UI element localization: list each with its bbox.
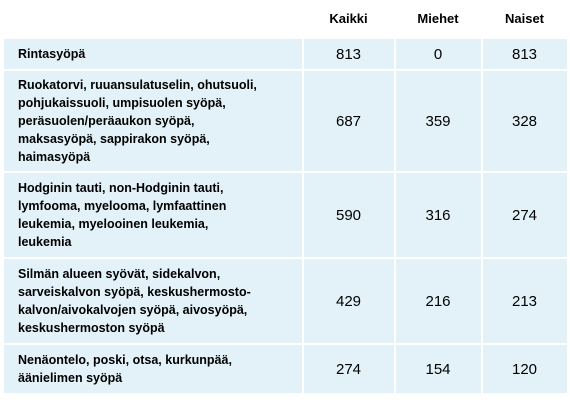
- cell-naiset: 813: [482, 38, 568, 71]
- header-naiset: Naiset: [482, 0, 568, 38]
- header-kaikki: Kaikki: [303, 0, 395, 38]
- header-miehet: Miehet: [395, 0, 482, 38]
- cell-kaikki: 590: [303, 172, 395, 258]
- row-label-line: kalvon/aivokalvojen syöpä, aivosyöpä,: [18, 303, 248, 317]
- cell-kaikki: 813: [303, 38, 395, 71]
- row-label: [4, 258, 303, 344]
- table-row: [4, 172, 568, 258]
- row-label-line: leukemia, myelooinen leukemia,: [18, 217, 209, 231]
- row-label-line: äänielimen syöpä: [18, 371, 123, 385]
- cell-kaikki: 429: [303, 258, 395, 344]
- row-label: [4, 38, 303, 71]
- row-label-line: pohjukaissuoli, umpisuolen syöpä,: [18, 96, 226, 110]
- cell-naiset: 328: [482, 70, 568, 172]
- row-label: [4, 172, 303, 258]
- cell-miehet: 0: [395, 38, 482, 71]
- row-label-line: peräsuolen/peräaukon syöpä,: [18, 114, 195, 128]
- cell-miehet: 154: [395, 344, 482, 394]
- header-row: [4, 0, 568, 38]
- row-label-line: Ruokatorvi, ruuansulatuselin, ohutsuoli,: [18, 78, 257, 92]
- cell-miehet: 316: [395, 172, 482, 258]
- table-row: [4, 70, 568, 172]
- row-label-line: Hodginin tauti, non-Hodginin tauti,: [18, 181, 224, 195]
- row-label: [4, 70, 303, 172]
- table-row: [4, 258, 568, 344]
- row-label-line: haimasyöpä: [18, 150, 91, 164]
- row-label-line: Nenäontelo, poski, otsa, kurkunpää,: [18, 353, 232, 367]
- row-label-line: Rintasyöpä: [18, 47, 86, 61]
- row-label-line: maksasyöpä, sappirakon syöpä,: [18, 132, 210, 146]
- row-label-line: Silmän alueen syövät, sidekalvon,: [18, 267, 221, 281]
- table-row: [4, 38, 568, 71]
- cell-naiset: 274: [482, 172, 568, 258]
- row-label-line: leukemia: [18, 235, 72, 249]
- row-label-line: sarveiskalvon syöpä, keskushermosto-: [18, 285, 251, 299]
- cell-miehet: 216: [395, 258, 482, 344]
- header-empty: [4, 0, 303, 38]
- table-row: [4, 344, 568, 394]
- row-label-line: lymfooma, myelooma, lymfaattinen: [18, 199, 227, 213]
- row-label-line: keskushermoston syöpä: [18, 321, 165, 335]
- cell-kaikki: 687: [303, 70, 395, 172]
- cell-kaikki: 274: [303, 344, 395, 394]
- row-label: [4, 344, 303, 394]
- cell-naiset: 213: [482, 258, 568, 344]
- cell-miehet: 359: [395, 70, 482, 172]
- cell-naiset: 120: [482, 344, 568, 394]
- cancer-cases-table: [3, 0, 569, 395]
